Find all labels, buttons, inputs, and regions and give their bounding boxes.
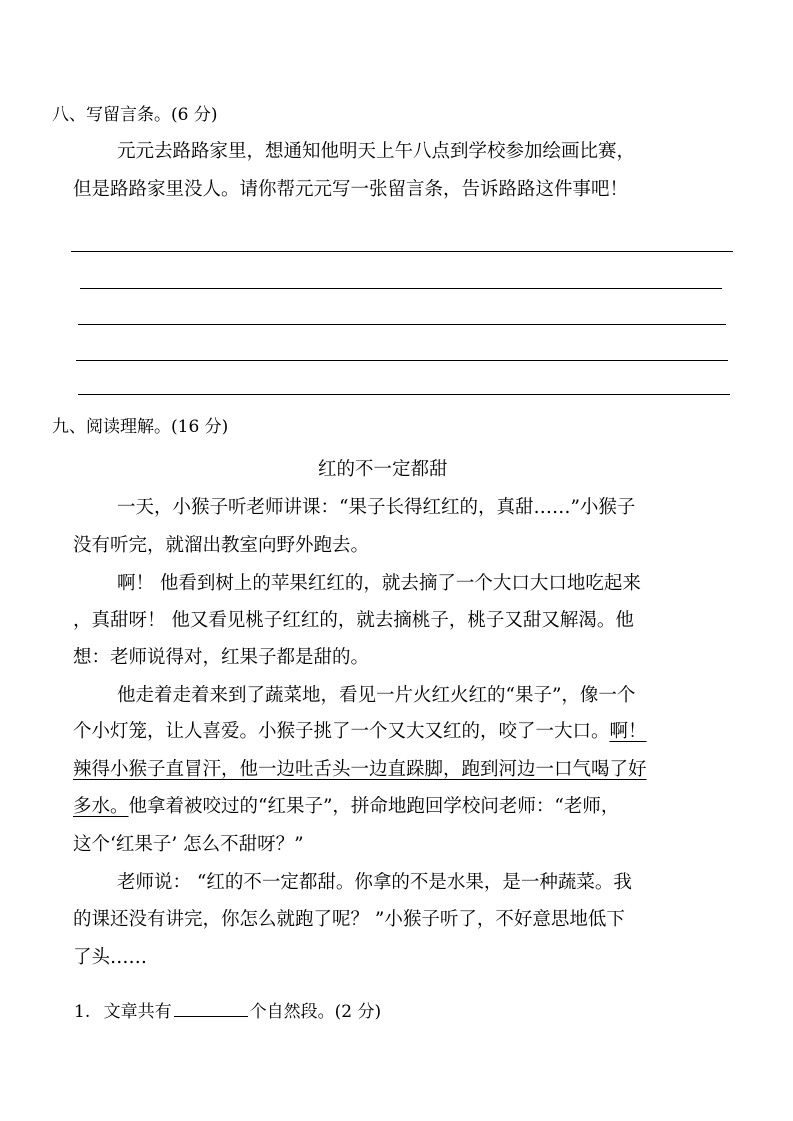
question-text-after: 个自然段。(2 分) bbox=[249, 1002, 382, 1022]
answer-line bbox=[80, 288, 722, 289]
underlined-text: 啊！ bbox=[609, 721, 647, 742]
answer-blank[interactable] bbox=[174, 998, 248, 1017]
section-8-prompt-line-2: 但是路路家里没人。请你帮元元写一张留言条，告诉路路这件事吧！ bbox=[73, 179, 629, 200]
answer-line bbox=[78, 394, 730, 395]
story-line: 啊！ 他看到树上的苹果红红的，就去摘了一个大口大口地吃起来 bbox=[117, 573, 641, 594]
story-line: ，真甜呀！ 他又看见桃子红红的，就去摘桃子，桃子又甜又解渴。他 bbox=[73, 610, 634, 631]
section-8-heading: 八、写留言条。(6 分) bbox=[52, 105, 218, 125]
answer-line bbox=[76, 360, 728, 361]
story-line: 这个‘红果子’ 怎么不甜呀？” bbox=[73, 834, 304, 855]
story-line: 老师说： “红的不一定都甜。你拿的不是水果，是一种蔬菜。我 bbox=[117, 872, 632, 893]
question-text-before: 文章共有 bbox=[103, 1002, 172, 1022]
story-line: 了头…… bbox=[73, 947, 148, 968]
underlined-text: 多水。 bbox=[73, 796, 129, 817]
underlined-story-line: 辣得小猴子直冒汗，他一边吐舌头一边直跺脚，跑到河边一口气喝了好 bbox=[73, 759, 647, 780]
answer-line bbox=[71, 251, 733, 252]
story-text: 个小灯笼，让人喜爱。小猴子挑了一个又大又红的，咬了一大口。 bbox=[73, 721, 610, 742]
section-9-heading: 九、阅读理解。(16 分) bbox=[52, 417, 229, 437]
story-line bbox=[73, 795, 619, 819]
story-title: 红的不一定都甜 bbox=[318, 459, 448, 480]
story-line: 他走着走着来到了蔬菜地，看见一片火红火红的“果子”，像一个 bbox=[117, 685, 636, 706]
story-line bbox=[73, 720, 647, 744]
story-line: 没有听完，就溜出教室向野外跑去。 bbox=[73, 535, 370, 556]
story-text: 他拿着被咬过的“红果子”，拼命地跑回学校问老师：“老师， bbox=[128, 796, 620, 817]
story-line: 想：老师说得对，红果子都是甜的。 bbox=[73, 647, 370, 668]
answer-line bbox=[78, 324, 726, 325]
story-line: 的课还没有讲完，你怎么就跑了呢？ ”小猴子听了，不好意思地低下 bbox=[73, 909, 625, 930]
question-number: 1. bbox=[74, 1002, 91, 1022]
question-1 bbox=[74, 998, 381, 1024]
story-line: 一天，小猴子听老师讲课：“果子长得红红的，真甜……”小猴子 bbox=[117, 497, 636, 518]
section-8-prompt-line-1: 元元去路路家里，想通知他明天上午八点到学校参加绘画比赛， bbox=[117, 141, 636, 162]
